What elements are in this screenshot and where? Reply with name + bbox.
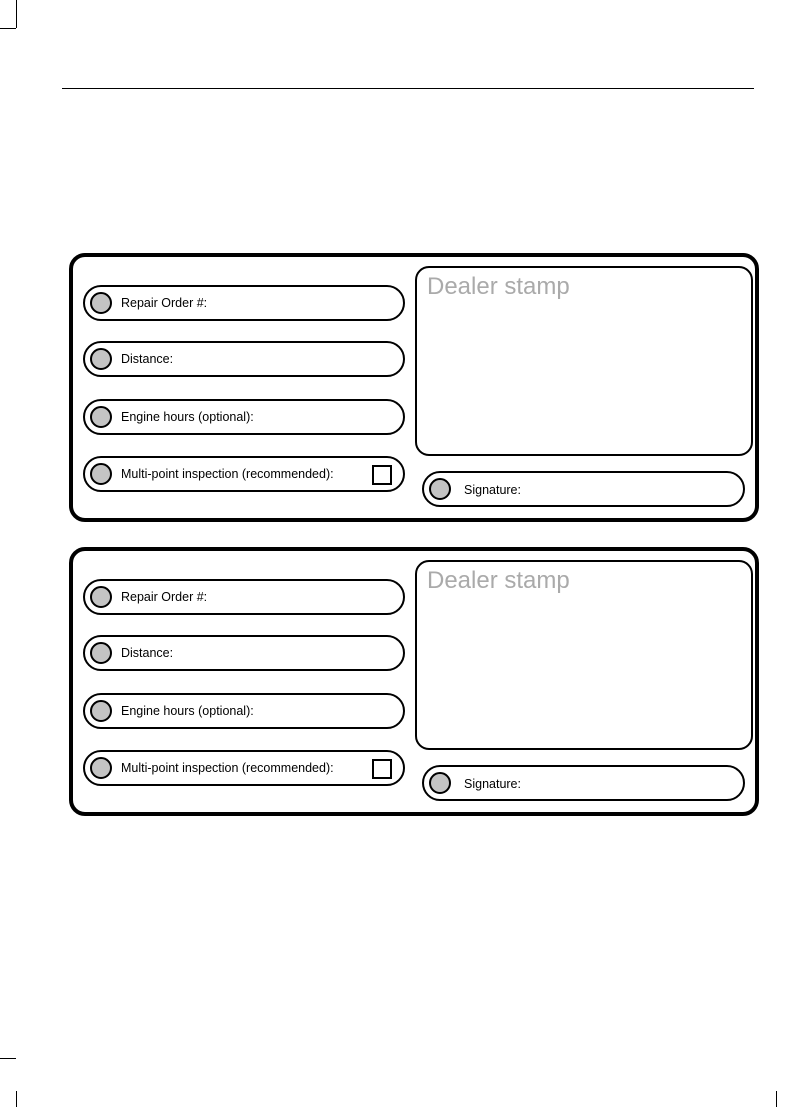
repair-order-field[interactable] [83,285,405,321]
crop-mark [16,1091,17,1107]
field-label: Repair Order #: [121,590,208,604]
dealer-stamp-box [415,560,753,750]
field-bullet-icon [90,292,112,314]
crop-mark [16,0,17,28]
field-bullet-icon [90,406,112,428]
service-record-card [69,547,759,816]
field-bullet-icon [90,463,112,485]
engine-hours-field[interactable] [83,693,405,729]
crop-mark [0,28,16,29]
field-bullet-icon [90,700,112,722]
field-bullet-icon [429,772,451,794]
service-record-card [69,253,759,522]
field-label: Engine hours (optional): [121,410,254,424]
inspection-field [83,750,405,786]
repair-order-field[interactable] [83,579,405,615]
crop-mark [0,1058,16,1059]
header-rule [62,88,754,89]
dealer-stamp-label: Dealer stamp [427,567,570,594]
field-bullet-icon [429,478,451,500]
distance-field[interactable] [83,635,405,671]
signature-label: Signature: [464,777,521,791]
distance-field[interactable] [83,341,405,377]
inspection-field [83,456,405,492]
inspection-checkbox[interactable] [372,759,392,779]
signature-field[interactable] [422,471,745,507]
field-label: Engine hours (optional): [121,704,254,718]
crop-mark [776,1091,777,1107]
field-bullet-icon [90,642,112,664]
field-bullet-icon [90,348,112,370]
field-bullet-icon [90,586,112,608]
field-label: Multi-point inspection (recommended): [121,761,334,775]
engine-hours-field[interactable] [83,399,405,435]
field-bullet-icon [90,757,112,779]
field-label: Repair Order #: [121,296,208,310]
dealer-stamp-box [415,266,753,456]
inspection-checkbox[interactable] [372,465,392,485]
signature-field[interactable] [422,765,745,801]
field-label: Multi-point inspection (recommended): [121,467,334,481]
dealer-stamp-label: Dealer stamp [427,273,570,300]
signature-label: Signature: [464,483,521,497]
field-label: Distance: [121,646,174,660]
field-label: Distance: [121,352,174,366]
